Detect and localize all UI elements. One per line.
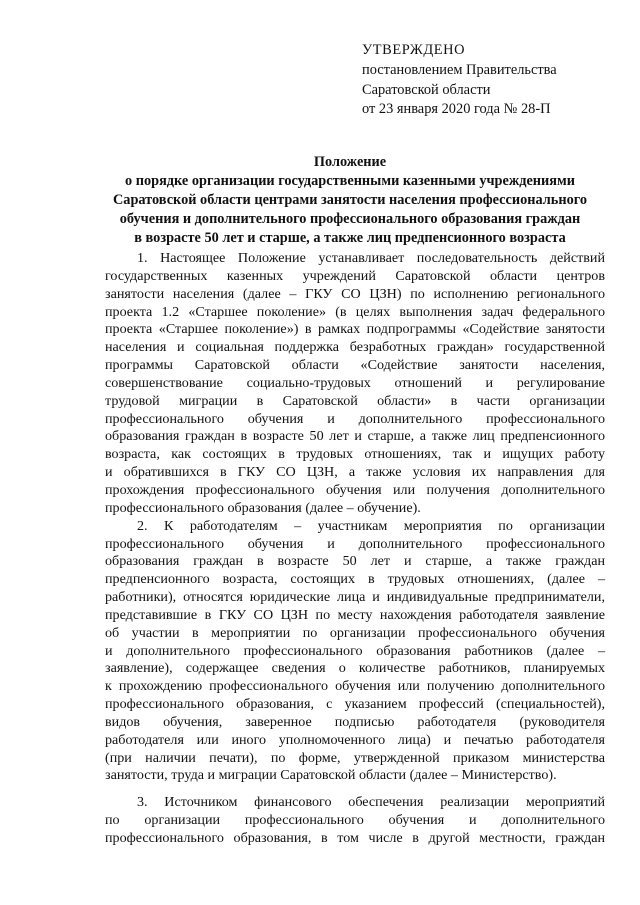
paragraph-line: об участии в мероприятии по организации профессионального обучения bbox=[105, 624, 605, 641]
paragraph-line: профессионального образования, с указанием профессий (специальностей), bbox=[105, 696, 605, 713]
paragraph bbox=[105, 794, 605, 848]
paragraph-line: профессионального образования, в том числе в другой местности, граждан bbox=[105, 830, 605, 846]
approval-line: постановлением Правительства bbox=[362, 61, 557, 78]
paragraph-line: 3. Источником финансового обеспечения реализации мероприятий bbox=[137, 794, 605, 811]
title-line: в возрасте 50 лет и старше, а также лиц предпенсионного возраста bbox=[134, 230, 566, 246]
paragraph-line: трудовой миграции в Саратовской области» в части организации bbox=[105, 392, 605, 409]
approval-line: Саратовской области bbox=[362, 81, 491, 98]
paragraph bbox=[105, 250, 605, 518]
paragraph-line: видов обучения, заверенное подписью работодателя (руководителя bbox=[105, 713, 605, 730]
paragraph-line: (при наличии печати), по форме, утвержденной приказом министерства bbox=[105, 749, 605, 766]
paragraph-line: профессионального обучения и дополнительного профессионального bbox=[105, 535, 605, 552]
document-title bbox=[95, 153, 605, 248]
paragraph-line: населения и социальная поддержка безработных граждан» государственной bbox=[105, 339, 605, 356]
title-line: о порядке организации государственными казенными учреждениями bbox=[125, 173, 575, 189]
paragraph-line: профессионального обучения и дополнительного профессионального bbox=[105, 410, 605, 427]
paragraph-line: государственных казенных учреждений Саратовской области центров bbox=[105, 267, 605, 284]
paragraph-line: представившие в ГКУ СО ЦЗН по месту нахождения работодателя заявление bbox=[105, 606, 605, 623]
title-line: Положение bbox=[313, 154, 387, 170]
title-line: Саратовской области центрами занятости населения профессионального bbox=[112, 192, 588, 208]
paragraph-line: 1. Настоящее Положение устанавливает последовательность действий bbox=[137, 250, 605, 266]
paragraph-line: заявление), содержащее сведения о количестве работников, планируемых bbox=[105, 660, 605, 677]
paragraph-gap bbox=[105, 785, 605, 794]
paragraph-line: занятости населения (далее – ГКУ СО ЦЗН) по исполнению регионального bbox=[105, 285, 605, 302]
paragraph-line: 2. К работодателям – участникам мероприятия по организации bbox=[137, 517, 605, 534]
paragraph-line: проекта «Старшее поколение») в рамках подпрограммы «Содействие занятости bbox=[105, 321, 605, 338]
document-body bbox=[105, 250, 605, 848]
approval-heading: УТВЕРЖДЕНО bbox=[362, 42, 466, 58]
paragraph-line: совершенствование социально-трудовых отношений и регулирование bbox=[105, 374, 605, 391]
paragraph-line: занятости, труда и миграции Саратовской области (далее – Министерство). bbox=[105, 767, 557, 784]
paragraph-line: предпенсионного возраста, состоящих в трудовых отношениях, (далее – bbox=[105, 571, 605, 588]
paragraph bbox=[105, 518, 605, 786]
paragraph-line: проекта 1.2 «Старшее поколение» (в целях выполнения задач федерального bbox=[105, 303, 605, 320]
paragraph-line: по организации профессионального обучения и дополнительного bbox=[105, 812, 605, 829]
paragraph-line: профессионального образования (далее – обучение). bbox=[105, 499, 421, 516]
paragraph-line: и обратившихся в ГКУ СО ЦЗН, а также условия их направления для bbox=[105, 464, 605, 481]
paragraph-line: программы Саратовской области «Содействие занятости населения, bbox=[105, 357, 605, 374]
approval-date: от 23 января 2020 года № 28-П bbox=[362, 101, 551, 118]
paragraph-line: работодателя или иного уполномоченного лица) и печатью работодателя bbox=[105, 731, 605, 748]
paragraph-line: к прохождению профессионального обучения или получению дополнительного bbox=[105, 678, 605, 695]
title-line: обучения и дополнительного профессионального образования граждан bbox=[119, 211, 581, 227]
paragraph-line: и дополнительного профессионального образования работников (далее – bbox=[105, 642, 605, 659]
approval-stamp bbox=[362, 41, 557, 120]
paragraph-line: образования граждан в возрасте 50 лет и старше, а также граждан bbox=[105, 553, 605, 570]
paragraph-line: возраста, как состоящих в трудовых отношениях, так и ищущих работу bbox=[105, 446, 605, 463]
paragraph-line: прохождения профессионального обучения или получения дополнительного bbox=[105, 481, 605, 498]
paragraph-line: работники), относятся юридические лица и индивидуальные предприниматели, bbox=[105, 589, 605, 606]
paragraph-line: образования граждан в возрасте 50 лет и старше, а также лиц предпенсионного bbox=[105, 428, 605, 445]
